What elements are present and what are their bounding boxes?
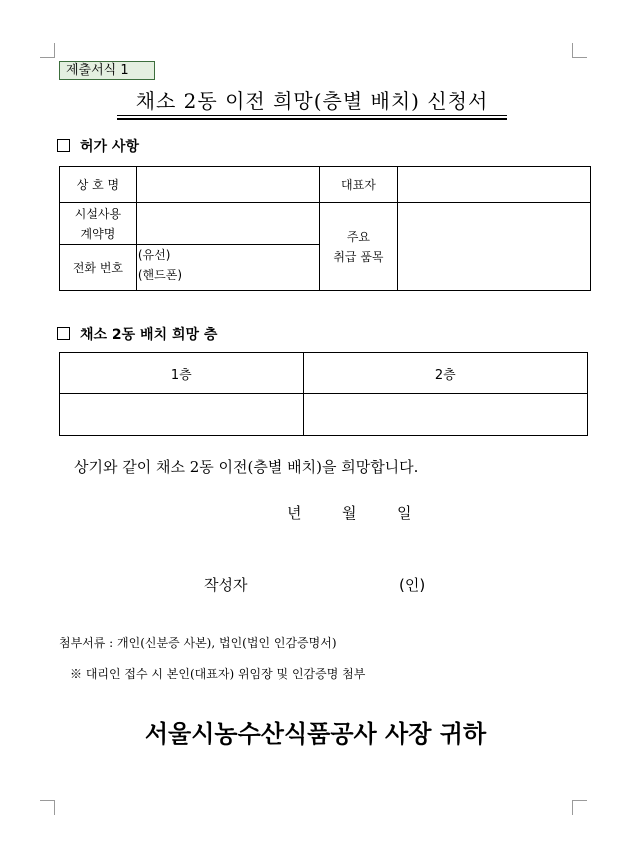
- title-underline: [117, 115, 507, 116]
- checkbox-icon: [57, 327, 70, 340]
- attachments-note: 첨부서류 : 개인(신분증 사본), 법인(법인 인감증명서): [59, 636, 337, 650]
- crop-mark-top-left: [40, 43, 55, 58]
- label-facility-contract: [60, 203, 137, 245]
- recipient-line: 서울시농수산식품공사 사장 귀하: [144, 720, 487, 748]
- floor-2-choice-field[interactable]: [303, 394, 587, 436]
- section-floor-heading: [57, 327, 217, 343]
- seal-mark: (인): [399, 576, 426, 594]
- checkbox-icon: [57, 139, 70, 152]
- phone-wired-label: (유선): [137, 248, 171, 262]
- facility-contract-field[interactable]: [136, 203, 319, 245]
- title-underline-thick: [117, 118, 507, 120]
- label-main-items-line1: 주요: [346, 229, 371, 244]
- application-statement: 상기와 같이 채소 2동 이전(층별 배치)을 희망합니다.: [74, 458, 419, 476]
- label-phone: 전화 번호: [60, 245, 137, 291]
- date-day: 일: [397, 504, 412, 522]
- floor-1-choice-field[interactable]: [60, 394, 304, 436]
- label-facility-contract-line2: 계약명: [80, 226, 116, 241]
- crop-mark-bottom-right: [572, 800, 587, 815]
- section-permit-heading: [57, 139, 139, 155]
- representative-field[interactable]: [398, 167, 591, 203]
- crop-mark-top-right: [572, 43, 587, 58]
- date-month: 월: [342, 504, 357, 522]
- date-year: 년: [287, 504, 302, 522]
- label-main-items: [319, 203, 398, 291]
- section-permit-label: 허가 사항: [80, 139, 139, 155]
- proxy-note: ※ 대리인 접수 시 본인(대표자) 위임장 및 인감증명 첨부: [70, 667, 366, 681]
- crop-mark-bottom-left: [40, 800, 55, 815]
- label-representative: 대표자: [319, 167, 398, 203]
- floor-preference-table: [59, 352, 588, 436]
- floor-2-header: 2층: [303, 353, 587, 394]
- label-business-name: 상 호 명: [60, 167, 137, 203]
- phone-mobile-label: (핸드폰): [137, 268, 182, 282]
- label-main-items-line2: 취급 품목: [333, 249, 384, 264]
- author-label: 작성자: [204, 576, 248, 594]
- section-floor-label: 채소 2동 배치 희망 층: [80, 327, 218, 343]
- floor-1-header: 1층: [60, 353, 304, 394]
- business-name-field[interactable]: [136, 167, 319, 203]
- label-facility-contract-line1: 시설사용: [74, 206, 122, 221]
- form-number-tag: 제출서식 1: [59, 61, 155, 80]
- document-title: 채소 2동 이전 희망(층별 배치) 신청서: [135, 89, 489, 113]
- phone-field[interactable]: [136, 245, 319, 291]
- main-items-field[interactable]: [398, 203, 591, 291]
- permit-info-table: [59, 166, 591, 291]
